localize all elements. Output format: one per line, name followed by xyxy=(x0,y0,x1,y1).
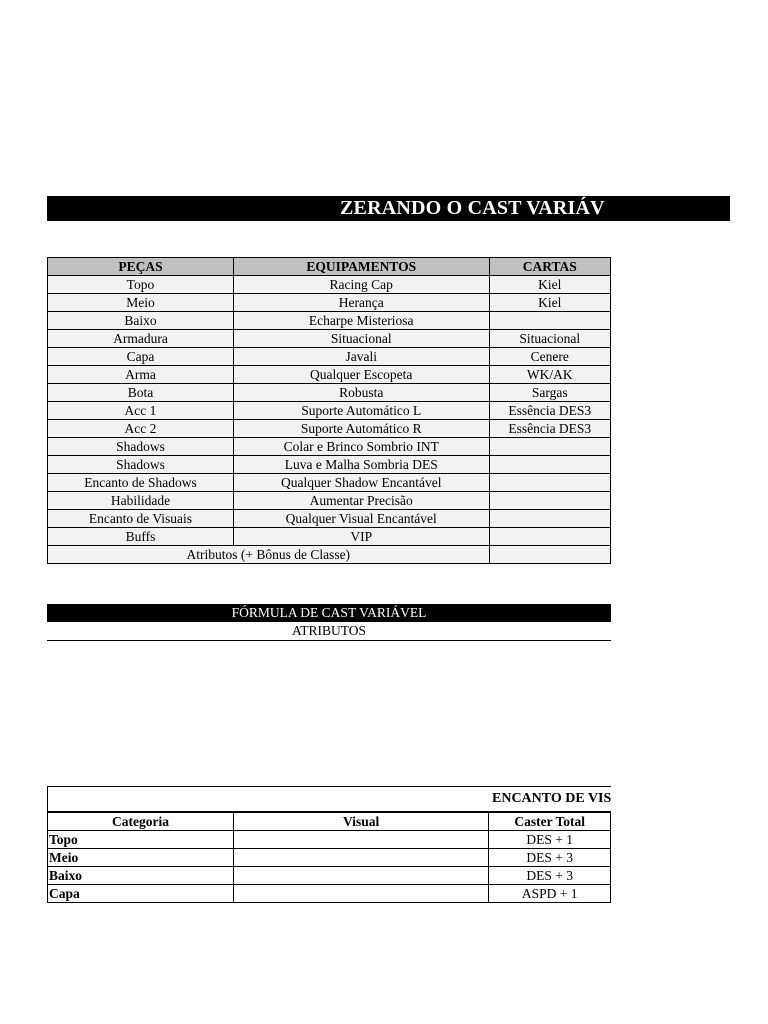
cell-carta: Kiel xyxy=(489,294,610,312)
header-caster-total: Caster Total xyxy=(489,812,611,831)
cell-carta: WK/AK xyxy=(489,366,610,384)
formula-title: FÓRMULA DE CAST VARIÁVEL xyxy=(47,604,611,622)
table-row xyxy=(48,384,611,402)
header-equipamentos: EQUIPAMENTOS xyxy=(233,258,489,276)
cell-equipamento: Qualquer Visual Encantável xyxy=(233,510,489,528)
table-row xyxy=(48,366,611,384)
enchant-header-row xyxy=(48,812,611,831)
cell-caster-total: DES + 1 xyxy=(489,831,611,849)
cell-equipamento: Echarpe Misteriosa xyxy=(233,312,489,330)
header-pecas: PEÇAS xyxy=(48,258,234,276)
enchant-title-box xyxy=(47,786,611,813)
cell-peca: Habilidade xyxy=(48,492,234,510)
formula-subtitle: ATRIBUTOS xyxy=(47,622,611,641)
cell-peca: Arma xyxy=(48,366,234,384)
cell-carta xyxy=(489,528,610,546)
cell-peca: Shadows xyxy=(48,438,234,456)
cell-carta xyxy=(489,492,610,510)
table-row xyxy=(48,849,611,867)
main-title-banner xyxy=(47,196,730,221)
enchant-table xyxy=(47,811,611,903)
cell-equipamento: Suporte Automático R xyxy=(233,420,489,438)
table-row xyxy=(48,867,611,885)
cell-visual xyxy=(234,849,489,867)
cell-equipamento: Qualquer Shadow Encantável xyxy=(233,474,489,492)
table-row xyxy=(48,348,611,366)
cell-equipamento: Colar e Brinco Sombrio INT xyxy=(233,438,489,456)
cell-equipamento: Luva e Malha Sombria DES xyxy=(233,456,489,474)
cell-categoria: Meio xyxy=(48,849,234,867)
cell-visual xyxy=(234,867,489,885)
cell-equipamento: Racing Cap xyxy=(233,276,489,294)
cell-carta: Essência DES3 xyxy=(489,420,610,438)
cell-caster-total: DES + 3 xyxy=(489,867,611,885)
table-row xyxy=(48,294,611,312)
cell-carta: Kiel xyxy=(489,276,610,294)
cell-peca: Topo xyxy=(48,276,234,294)
cell-equipamento: Aumentar Precisão xyxy=(233,492,489,510)
table-row xyxy=(48,456,611,474)
cell-equipamento: Situacional xyxy=(233,330,489,348)
cell-equipamento: Suporte Automático L xyxy=(233,402,489,420)
table-row xyxy=(48,276,611,294)
header-categoria: Categoria xyxy=(48,812,234,831)
header-visual: Visual xyxy=(234,812,489,831)
table-row xyxy=(48,330,611,348)
equipment-header-row xyxy=(48,258,611,276)
main-title: ZERANDO O CAST VARIÁV xyxy=(340,197,605,219)
cell-peca: Armadura xyxy=(48,330,234,348)
cell-visual xyxy=(234,831,489,849)
cell-peca: Meio xyxy=(48,294,234,312)
cell-carta: Sargas xyxy=(489,384,610,402)
table-row xyxy=(48,492,611,510)
cell-peca: Shadows xyxy=(48,456,234,474)
cell-peca: Acc 2 xyxy=(48,420,234,438)
cell-categoria: Topo xyxy=(48,831,234,849)
equipment-table-body xyxy=(48,276,611,564)
cell-equipamento: VIP xyxy=(233,528,489,546)
table-row xyxy=(48,420,611,438)
attributes-footer-value xyxy=(489,546,610,564)
cell-carta: Essência DES3 xyxy=(489,402,610,420)
cell-peca: Bota xyxy=(48,384,234,402)
table-footer-row xyxy=(48,546,611,564)
table-row xyxy=(48,438,611,456)
cell-categoria: Baixo xyxy=(48,867,234,885)
cell-caster-total: ASPD + 1 xyxy=(489,885,611,903)
cell-peca: Encanto de Shadows xyxy=(48,474,234,492)
cell-peca: Encanto de Visuais xyxy=(48,510,234,528)
cell-carta xyxy=(489,438,610,456)
cell-carta xyxy=(489,312,610,330)
enchant-table-body xyxy=(48,831,611,903)
cell-categoria: Capa xyxy=(48,885,234,903)
table-row xyxy=(48,474,611,492)
cell-equipamento: Javali xyxy=(233,348,489,366)
cell-equipamento: Robusta xyxy=(233,384,489,402)
table-row xyxy=(48,528,611,546)
cell-peca: Capa xyxy=(48,348,234,366)
equipment-table xyxy=(47,257,611,564)
cell-equipamento: Qualquer Escopeta xyxy=(233,366,489,384)
cell-peca: Acc 1 xyxy=(48,402,234,420)
cell-peca: Buffs xyxy=(48,528,234,546)
cell-carta: Cenere xyxy=(489,348,610,366)
table-row xyxy=(48,402,611,420)
cell-peca: Baixo xyxy=(48,312,234,330)
table-row xyxy=(48,831,611,849)
table-row xyxy=(48,312,611,330)
table-row xyxy=(48,885,611,903)
enchant-title: ENCANTO DE VIS xyxy=(492,791,611,806)
attributes-footer-label: Atributos (+ Bônus de Classe) xyxy=(48,546,490,564)
table-row xyxy=(48,510,611,528)
cell-equipamento: Herança xyxy=(233,294,489,312)
header-cartas: CARTAS xyxy=(489,258,610,276)
cell-carta xyxy=(489,474,610,492)
cell-carta xyxy=(489,510,610,528)
cell-carta: Situacional xyxy=(489,330,610,348)
cell-visual xyxy=(234,885,489,903)
cell-carta xyxy=(489,456,610,474)
cell-caster-total: DES + 3 xyxy=(489,849,611,867)
